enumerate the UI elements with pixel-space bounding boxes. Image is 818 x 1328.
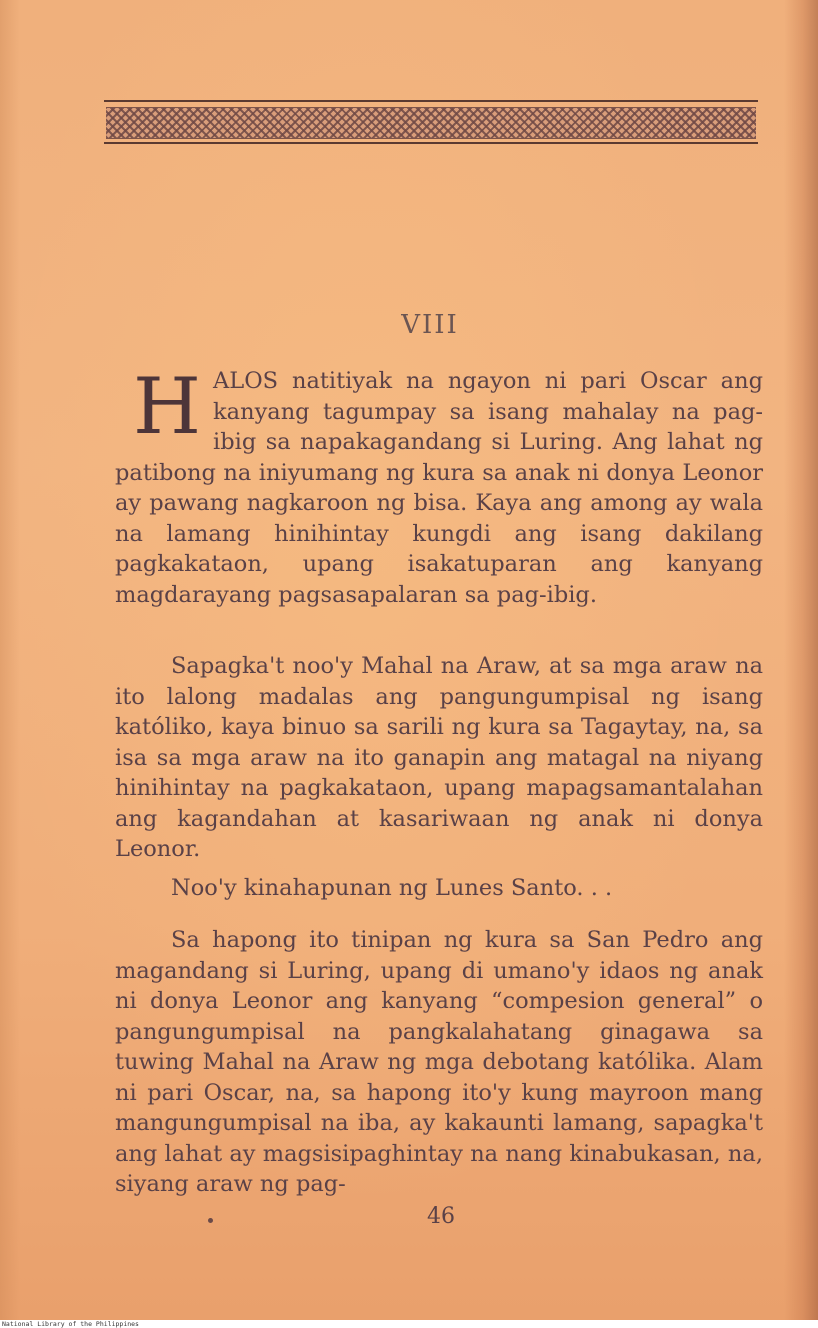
- paragraph-1-text: ALOS natitiyak na ngayon ni pari Oscar ang kanyang tagumpay sa isang mahalay na pag-ibig sa napakagandang si Luring. Ang lahat ng patibong na iniyumang ng kura sa anak ni donya Leonor ay pawang nagkaroon ng bisa. Kaya ang among ay wala na lamang hinihintay kungdi ang isang dakilang pagkakataon, upang isakatuparan ang kanyang magdarayang pagsasapalaran sa pag-ibig.: [115, 368, 763, 608]
- paragraph-3: Noo'y kinahapunan ng Lunes Santo. . .: [171, 875, 613, 901]
- drop-cap: H: [133, 362, 202, 452]
- page-number: 46: [427, 1204, 455, 1229]
- paragraph-4: Sa hapong ito tinipan ng kura sa San Pedro ang magandang si Luring, upang di umano'y idaos ng anak ni donya Leonor ang kanyang “compesion general” o pangungumpisal na pangkalahatang ginagawa sa tuwing Mahal na Araw ng mga debotang katólika. Alam ni pari Oscar, na, sa hapong ito'y kung mayroon mang mangungumpisal na iba, ay kakaunti lamang, sapagka't ang lahat ay magsisipaghintay na nang kinabukasan, na, siyang araw ng pag-: [115, 927, 763, 1197]
- page-left-shadow: [0, 0, 20, 1320]
- header-ornament-band: [104, 90, 758, 150]
- page-right-edge: [784, 0, 818, 1320]
- ornament-rule-bottom: [104, 142, 758, 144]
- paragraph-1: [115, 362, 763, 610]
- chapter-heading: VIII: [401, 310, 459, 340]
- ornament-rule-top: [104, 100, 758, 102]
- paragraph-2: Sapagka't noo'y Mahal na Araw, at sa mga araw na ito lalong madalas ang pangungumpisal ng isang katóliko, kaya binuo sa sarili ng kura sa Tagaytay, na, sa isa sa mga araw na ito ganapin ang matagal na niyang hinihintay na pagkakataon, upang mapagsamantalahan ang kagandahan at kasariwaan ng anak ni donya Leonor.: [115, 653, 763, 862]
- ornament-pattern: [106, 107, 756, 139]
- footer-credit: National Library of the Philippines: [2, 1320, 139, 1328]
